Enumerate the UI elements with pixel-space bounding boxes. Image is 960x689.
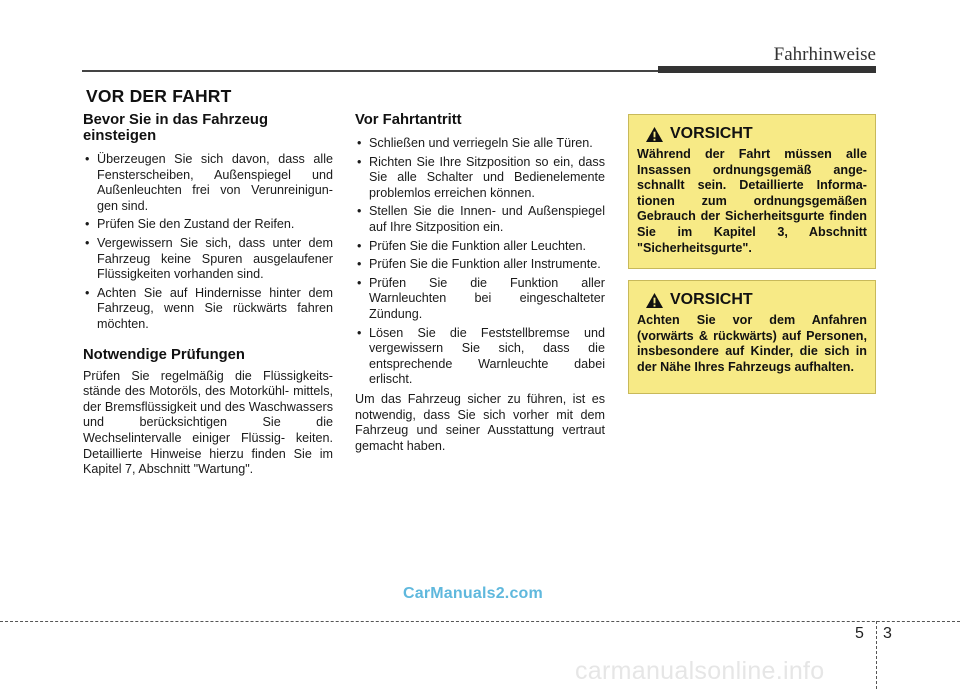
- list-item: • Vergewissern Sie sich, dass unter dem Fahrzeug keine Spuren ausgelaufener Flüssigkeiten vorhanden sind.: [83, 236, 333, 283]
- heading-before-entering: Bevor Sie in das Fahrzeug einsteigen: [83, 112, 269, 144]
- caution-header: [637, 291, 867, 309]
- list-item: • Prüfen Sie die Funktion aller Instrumente.: [355, 257, 605, 273]
- list-item: • Prüfen Sie den Zustand der Reifen.: [83, 217, 333, 233]
- heading-necessary-checks: Notwendige Prüfungen: [83, 346, 245, 363]
- list-item: • Stellen Sie die Innen- und Außenspiegel auf Ihre Sitzposition ein.: [355, 204, 605, 235]
- paragraph-familiarize: Um das Fahrzeug sicher zu führen, ist es notwendig, dass Sie sich vorher mit dem Fahrzeug und seiner Ausstattung vertraut gemacht haben.: [355, 391, 605, 453]
- caution-box-seatbelts: [628, 114, 876, 269]
- header-rule-accent: [658, 66, 876, 73]
- page-number: 3: [883, 625, 892, 642]
- list-item: • Lösen Sie die Feststellbremse und vergewissern Sie sich, dass die entsprechende Warnleuchte dabei erlischt.: [355, 326, 605, 388]
- footer-page-separator: [876, 621, 877, 689]
- caution-header: [637, 125, 867, 143]
- site-watermark: carmanualsonline.info: [575, 657, 825, 685]
- chapter-header-title: Fahrhinweise: [773, 44, 876, 65]
- checklist-before-driving: [355, 136, 605, 388]
- list-item: • Prüfen Sie die Funktion aller Warnleuchten bei eingeschalteter Zündung.: [355, 276, 605, 323]
- section-title: VOR DER FAHRT: [86, 86, 232, 106]
- footer-divider: [0, 621, 960, 622]
- warning-triangle-icon: [645, 292, 664, 309]
- caution-box-pedestrians: [628, 280, 876, 394]
- left-column: [83, 112, 333, 478]
- list-item: • Überzeugen Sie sich davon, dass alle Fensterscheiben, Außenspiegel und Außenleuchten frei von Verunreinigun- gen sind.: [83, 152, 333, 214]
- list-item: • Achten Sie auf Hindernisse hinter dem Fahrzeug, wenn Sie rückwärts fahren möchten.: [83, 286, 333, 333]
- list-item: • Prüfen Sie die Funktion aller Leuchten.: [355, 239, 605, 255]
- paragraph-necessary-checks: Prüfen Sie regelmäßig die Flüssigkeits- stände des Motoröls, des Motorkühl- mittels, der Bremsflüssigkeit und des Waschwassers und berücksichtigen Sie die Wechselintervalle einiger Flüssig- keiten. Detaillierte Hinweise hierzu finden Sie im Kapitel 7, Abschnitt "Wartung".: [83, 368, 333, 477]
- list-item: • Richten Sie Ihre Sitzposition so ein, dass Sie alle Schalter und Bedienelemente problemlos erreichen können.: [355, 155, 605, 202]
- caution-title: VORSICHT: [670, 291, 753, 308]
- heading-before-driving: Vor Fahrtantritt: [355, 112, 462, 128]
- list-item: • Schließen und verriegeln Sie alle Türen.: [355, 136, 605, 152]
- warning-triangle-icon: [645, 126, 664, 143]
- checklist-before-entering: [83, 152, 333, 333]
- caution-text: Achten Sie vor dem Anfahren (vorwärts & rückwärts) auf Personen, insbesondere auf Kinder, die sich in der Nähe Ihres Fahrzeugs aufhalten.: [637, 313, 867, 374]
- watermark-link[interactable]: CarManuals2.com: [403, 585, 543, 602]
- caution-text: Während der Fahrt müssen alle Insassen ordnungsgemäß ange- schnallt sein. Detaillierte Informa- tionen zum ordnungsgemäßen Gebrauch der Sicherheitsgurte finden Sie im Kapitel 3, Abschnitt "Sicherheitsgurte".: [637, 147, 867, 255]
- chapter-number: 5: [855, 625, 864, 642]
- header-rule: [82, 70, 660, 72]
- middle-column: [355, 112, 605, 454]
- caution-title: VORSICHT: [670, 125, 753, 142]
